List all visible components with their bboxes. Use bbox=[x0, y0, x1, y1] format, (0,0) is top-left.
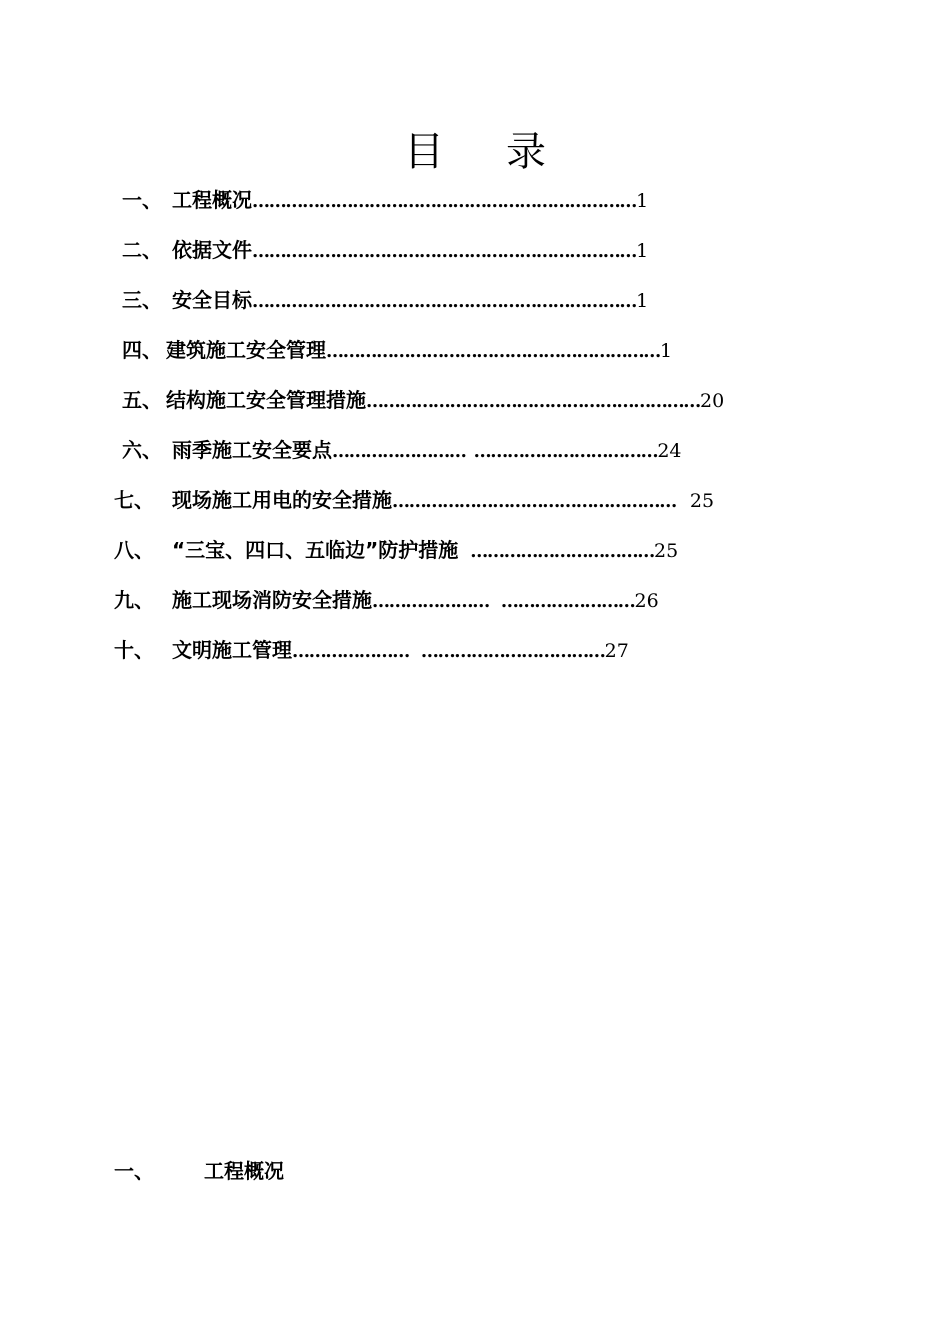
section-heading bbox=[114, 1156, 284, 1186]
toc-entry[interactable] bbox=[122, 186, 648, 214]
toc-entry-page: 1 bbox=[636, 240, 649, 262]
section-heading-label: 工程概况 bbox=[204, 1159, 284, 1183]
toc-entry-label: 安全目标 bbox=[172, 288, 252, 312]
toc-entry-leader: ………………… bbox=[372, 591, 489, 612]
toc-entry-leader: …………………… bbox=[500, 591, 635, 612]
toc-entry-number: 十、 bbox=[114, 638, 154, 662]
toc-entry-leader: …………………………………………… bbox=[392, 491, 676, 512]
toc-entry-number: 一、 bbox=[122, 188, 162, 212]
toc-entry-label: 工程概况 bbox=[172, 188, 252, 212]
toc-entry-leader: …………………………………………………………… bbox=[252, 241, 637, 262]
toc-entry-page: 1 bbox=[660, 340, 673, 362]
toc-entry[interactable] bbox=[114, 636, 629, 664]
toc-entry-label: 现场施工用电的安全措施 bbox=[172, 488, 392, 512]
toc-entry-label: 建筑施工安全管理 bbox=[166, 338, 326, 362]
toc-entry-leader: …………………………………………………………… bbox=[252, 191, 637, 212]
toc-entry-label: 依据文件 bbox=[172, 238, 252, 262]
toc-entry-page: 1 bbox=[636, 290, 649, 312]
toc-entry-page: 25 bbox=[689, 490, 715, 512]
toc-entry-label: “三宝、四口、五临边”防护措施 bbox=[172, 538, 459, 562]
toc-entry-number: 九、 bbox=[114, 588, 154, 612]
toc-entry-number: 五、 bbox=[122, 388, 162, 412]
toc-entry-label: 文明施工管理 bbox=[172, 638, 292, 662]
toc-entry-number: 四、 bbox=[122, 338, 162, 362]
toc-entry[interactable] bbox=[122, 236, 648, 264]
toc-entry-page: 1 bbox=[636, 190, 649, 212]
toc-entry-number: 三、 bbox=[122, 288, 162, 312]
toc-entry-leader: …………………………… bbox=[470, 541, 654, 562]
toc-entry-leader: …………………………………………………………… bbox=[252, 291, 637, 312]
toc-entry[interactable] bbox=[114, 536, 678, 564]
toc-entry-leader: …………………………… bbox=[420, 641, 605, 662]
title-char-1: 目 bbox=[404, 129, 444, 175]
toc-entry-page: 25 bbox=[654, 540, 679, 562]
toc-entry-page: 27 bbox=[604, 640, 629, 662]
toc-entry-leader: …………………………………………………… bbox=[326, 341, 661, 362]
section-heading-number: 一、 bbox=[114, 1159, 154, 1183]
toc-entry-label: 施工现场消防安全措施 bbox=[172, 588, 372, 612]
toc-entry-label: 结构施工安全管理措施 bbox=[166, 388, 366, 412]
toc-entry-number: 二、 bbox=[122, 238, 162, 262]
toc-entry-page: 24 bbox=[657, 440, 682, 462]
toc-entry[interactable] bbox=[122, 386, 724, 414]
toc-entry-leader: ………………… bbox=[292, 641, 409, 662]
toc-entry[interactable] bbox=[114, 586, 659, 614]
toc-entry-number: 八、 bbox=[114, 538, 154, 562]
toc-entry[interactable] bbox=[122, 286, 648, 314]
toc-entry-leader: …………………………… bbox=[473, 441, 658, 462]
toc-entry-label: 雨季施工安全要点 bbox=[172, 438, 332, 462]
toc-entry-page: 26 bbox=[634, 590, 659, 612]
title-char-2: 录 bbox=[506, 129, 546, 175]
toc-entry[interactable] bbox=[114, 486, 714, 514]
toc-title bbox=[0, 126, 950, 178]
toc-entry-number: 六、 bbox=[122, 438, 162, 462]
toc-entry-number: 七、 bbox=[114, 488, 154, 512]
toc-entry-page: 20 bbox=[700, 390, 725, 412]
toc-entry-leader: …………………………………………………… bbox=[366, 391, 701, 412]
toc-entry[interactable] bbox=[122, 436, 682, 464]
toc-entry[interactable] bbox=[122, 336, 672, 364]
toc-entry-leader: …………………… bbox=[332, 441, 466, 462]
